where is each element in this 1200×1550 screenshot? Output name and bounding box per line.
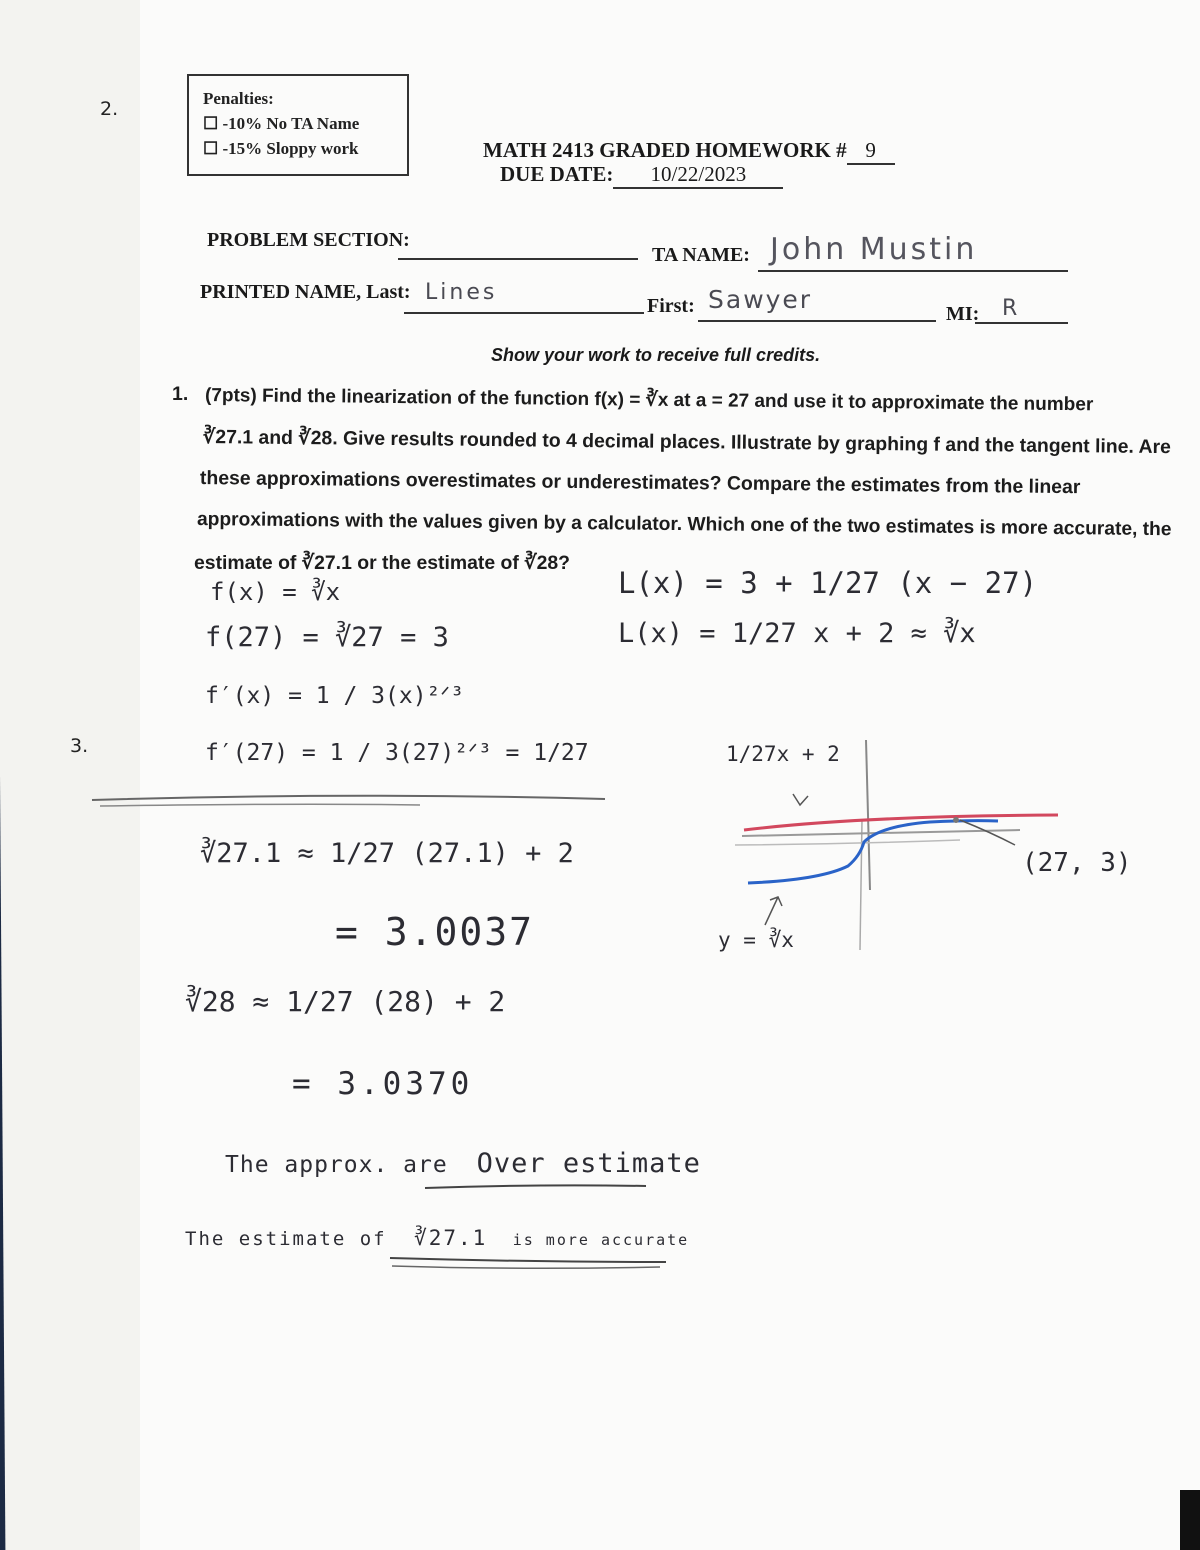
point-pointer-arrow bbox=[960, 820, 1015, 845]
tangent-label-arrow bbox=[793, 794, 808, 805]
conclusion-over-under-prefix: The approx. are bbox=[225, 1152, 448, 1178]
conclusion-underline-1 bbox=[425, 1185, 646, 1188]
last-name-label: PRINTED NAME, Last: bbox=[200, 281, 411, 303]
graph-curve-label: y = ∛x bbox=[718, 928, 794, 952]
conclusion-underline-2 bbox=[390, 1258, 666, 1262]
conclusion-over-estimate: Over estimate bbox=[476, 1148, 701, 1179]
penalty-no-ta-name: ☐ -10% No TA Name bbox=[203, 114, 360, 133]
conclusion-underline-3 bbox=[392, 1266, 660, 1268]
problem-line-4: approximations with the values given by a calculator. Which one of the two estimates is more accurate, the bbox=[196, 509, 1172, 541]
work-f-of-27: f(27) = ∛27 = 3 bbox=[205, 622, 449, 653]
due-date-value: 10/22/2023 bbox=[613, 162, 783, 189]
problem-line-5: estimate of ∛27.1 or the estimate of ∛28? bbox=[194, 552, 571, 574]
instruction-text: Show your work to receive full credits. bbox=[491, 345, 821, 365]
first-name-value: Sawyer bbox=[708, 285, 813, 314]
ta-name-value: John Mustin bbox=[770, 232, 978, 267]
margin-number-2: 2. bbox=[100, 98, 119, 120]
conclusion-more-accurate bbox=[185, 1226, 689, 1250]
conclusion-over-under bbox=[225, 1148, 701, 1179]
graph-x-axis-faint bbox=[735, 840, 960, 845]
work-linearization-1: L(x) = 3 + 1/27 (x − 27) bbox=[618, 566, 1038, 600]
work-approx-27-1: ∛27.1 ≈ 1/27 (27.1) + 2 bbox=[200, 838, 574, 869]
problem-line-2: ∛27.1 and ∛28. Give results rounded to 4 decimal places. Illustrate by graphing f and the tangent line. Are bbox=[202, 426, 1171, 459]
course-title: MATH 2413 GRADED HOMEWORK # bbox=[483, 138, 847, 162]
curve-label-arrow bbox=[765, 897, 782, 925]
mi-label: MI: bbox=[946, 303, 980, 325]
work-result-27-1: = 3.0037 bbox=[335, 910, 535, 954]
divider-stroke-faint bbox=[100, 804, 420, 806]
tangent-line bbox=[744, 815, 1058, 830]
last-name-value: Lines bbox=[425, 280, 498, 305]
conclusion-accuracy-prefix: The estimate of bbox=[185, 1228, 387, 1250]
due-date-label: DUE DATE: bbox=[500, 162, 614, 186]
conclusion-accuracy-suffix: is more accurate bbox=[512, 1231, 690, 1249]
problem-line-3: these approximations overestimates or underestimates? Compare the estimates from the linear bbox=[199, 467, 1081, 499]
graph-point-label: (27, 3) bbox=[1022, 848, 1132, 878]
work-linearization-2: L(x) = 1/27 x + 2 ≈ ∛x bbox=[618, 618, 976, 649]
work-f-prime: f′(x) = 1 / 3(x)²ᐟ³ bbox=[205, 683, 464, 709]
work-f-prime-27: f′(27) = 1 / 3(27)²ᐟ³ = 1/27 bbox=[205, 740, 589, 766]
mi-value: R bbox=[1002, 296, 1018, 321]
graph-tangent-label: 1/27x + 2 bbox=[726, 742, 840, 766]
cube-root-curve bbox=[748, 821, 998, 883]
penalties-title: Penalties: bbox=[203, 89, 274, 108]
penalty-sloppy-work: ☐ -15% Sloppy work bbox=[203, 139, 359, 158]
problem-number: 1. bbox=[172, 383, 189, 405]
first-name-label: First: bbox=[647, 295, 695, 317]
homework-number: 9 bbox=[847, 138, 895, 165]
margin-number-3: 3. bbox=[70, 735, 89, 757]
conclusion-accuracy-value: ∛27.1 bbox=[414, 1226, 488, 1250]
problem-section-label: PROBLEM SECTION: bbox=[207, 229, 410, 251]
divider-stroke bbox=[92, 796, 605, 800]
graph-y-axis-extension bbox=[860, 820, 862, 950]
graph-y-axis bbox=[866, 740, 870, 890]
work-result-28: = 3.0370 bbox=[292, 1066, 474, 1102]
point-27-3-marker bbox=[953, 817, 959, 823]
work-f-definition: f(x) = ∛x bbox=[210, 578, 341, 606]
problem-line-1: (7pts) Find the linearization of the function f(x) = ∛x at a = 27 and use it to approximate the number bbox=[204, 385, 1094, 416]
work-approx-28: ∛28 ≈ 1/27 (28) + 2 bbox=[185, 985, 506, 1018]
ta-name-label: TA NAME: bbox=[652, 244, 750, 266]
